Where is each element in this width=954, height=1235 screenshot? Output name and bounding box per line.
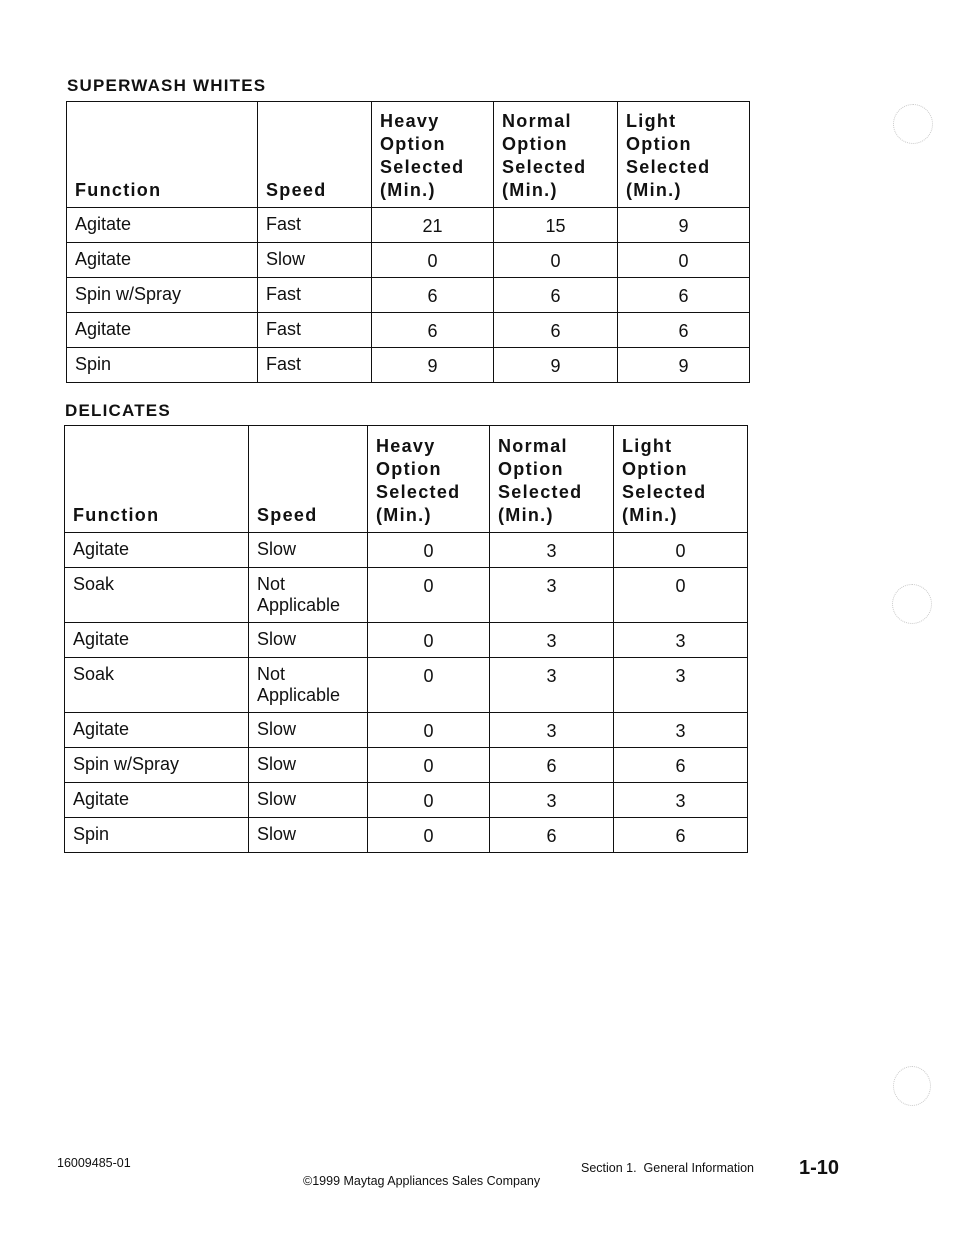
cell-light: 3 (614, 623, 748, 658)
cell-light: 3 (614, 783, 748, 818)
cell-heavy: 6 (372, 278, 494, 313)
page-number: 1-10 (799, 1157, 840, 1179)
header-line: Heavy (376, 436, 436, 456)
cell-function: Agitate (67, 208, 258, 243)
header-line: (Min.) (380, 180, 436, 200)
header-line: Selected (622, 482, 707, 502)
cell-speed: Slow (258, 243, 372, 278)
cell-function: Agitate (65, 713, 249, 748)
table-row (65, 568, 748, 623)
cell-light: 6 (614, 818, 748, 853)
cell-normal: 3 (490, 713, 614, 748)
cell-normal: 3 (490, 533, 614, 568)
header-line: (Min.) (502, 180, 558, 200)
cell-function: Spin w/Spray (67, 278, 258, 313)
table-row (65, 818, 748, 853)
table-row (67, 313, 750, 348)
header-speed: Speed (249, 426, 368, 533)
speed-line: Not (257, 574, 286, 594)
section-title-superwash-whites: SUPERWASH WHITES (67, 76, 267, 95)
cell-heavy: 0 (372, 243, 494, 278)
speed-line: Not (257, 664, 286, 684)
header-heavy-option (372, 102, 494, 208)
table-row (65, 658, 748, 713)
cell-function: Soak (65, 658, 249, 713)
header-speed: Speed (258, 102, 372, 208)
header-normal-option (490, 426, 614, 533)
cell-light: 3 (614, 713, 748, 748)
cell-normal: 9 (494, 348, 618, 383)
table-row (65, 533, 748, 568)
cell-light: 9 (618, 208, 750, 243)
cell-speed: Fast (258, 278, 372, 313)
cell-normal: 3 (490, 623, 614, 658)
header-function: Function (65, 426, 249, 533)
cell-heavy: 0 (368, 748, 490, 783)
cell-function: Spin w/Spray (65, 748, 249, 783)
cell-heavy: 0 (368, 623, 490, 658)
header-line: Option (502, 134, 568, 154)
cell-function: Agitate (67, 313, 258, 348)
cell-normal: 6 (494, 278, 618, 313)
cell-function: Spin (65, 818, 249, 853)
header-function: Function (67, 102, 258, 208)
table-row (65, 748, 748, 783)
part-number: 16009485-01 (57, 1156, 131, 1170)
cell-heavy: 0 (368, 568, 490, 623)
header-line: Selected (626, 157, 711, 177)
header-line: Selected (498, 482, 583, 502)
delicates-table (64, 425, 748, 853)
header-line: (Min.) (626, 180, 682, 200)
cell-speed: Slow (249, 818, 368, 853)
cell-function: Agitate (65, 533, 249, 568)
header-line: Selected (502, 157, 587, 177)
section-label: Section 1. General Information (581, 1161, 755, 1175)
table-row (67, 348, 750, 383)
header-line: Selected (380, 157, 465, 177)
table-row (67, 243, 750, 278)
header-line: Option (626, 134, 692, 154)
cell-function: Soak (65, 568, 249, 623)
header-heavy-option (368, 426, 490, 533)
header-light-option (614, 426, 748, 533)
cell-speed: Slow (249, 713, 368, 748)
table-row (67, 208, 750, 243)
cell-normal: 6 (490, 818, 614, 853)
cell-heavy: 0 (368, 713, 490, 748)
cell-normal: 6 (490, 748, 614, 783)
hole-punch-mark (893, 104, 933, 144)
table-header-row (65, 426, 748, 533)
header-light-option (618, 102, 750, 208)
cell-speed (249, 658, 368, 713)
cell-speed: Fast (258, 348, 372, 383)
table-row (65, 713, 748, 748)
cell-light: 3 (614, 658, 748, 713)
copyright-notice: ©1999 Maytag Appliances Sales Company (303, 1174, 541, 1188)
cell-speed (249, 568, 368, 623)
cell-heavy: 0 (368, 658, 490, 713)
cell-speed: Fast (258, 208, 372, 243)
table-header-row (67, 102, 750, 208)
cell-function: Spin (67, 348, 258, 383)
header-line: Normal (502, 111, 572, 131)
cell-speed: Slow (249, 623, 368, 658)
cell-heavy: 6 (372, 313, 494, 348)
cell-speed: Fast (258, 313, 372, 348)
header-line: Light (626, 111, 677, 131)
cell-light: 6 (618, 313, 750, 348)
header-line: (Min.) (376, 505, 432, 525)
cell-function: Agitate (65, 623, 249, 658)
header-line: (Min.) (498, 505, 554, 525)
table-row (65, 623, 748, 658)
cell-light: 6 (614, 748, 748, 783)
header-line: Light (622, 436, 673, 456)
cell-heavy: 9 (372, 348, 494, 383)
cell-function: Agitate (65, 783, 249, 818)
cell-speed: Slow (249, 748, 368, 783)
cell-light: 0 (614, 568, 748, 623)
cell-speed: Slow (249, 533, 368, 568)
cell-speed: Slow (249, 783, 368, 818)
header-line: Option (498, 459, 564, 479)
cell-normal: 3 (490, 783, 614, 818)
cell-heavy: 0 (368, 533, 490, 568)
header-line: Selected (376, 482, 461, 502)
cell-heavy: 0 (368, 818, 490, 853)
cell-normal: 0 (494, 243, 618, 278)
cell-light: 9 (618, 348, 750, 383)
header-line: Option (376, 459, 442, 479)
cell-function: Agitate (67, 243, 258, 278)
cell-heavy: 21 (372, 208, 494, 243)
hole-punch-mark (893, 1066, 931, 1106)
header-line: Heavy (380, 111, 440, 131)
cell-light: 6 (618, 278, 750, 313)
cell-normal: 3 (490, 568, 614, 623)
cell-light: 0 (614, 533, 748, 568)
cell-normal: 6 (494, 313, 618, 348)
header-line: (Min.) (622, 505, 678, 525)
table-row (65, 783, 748, 818)
header-line: Option (622, 459, 688, 479)
speed-line: Applicable (257, 595, 341, 615)
header-line: Option (380, 134, 446, 154)
speed-line: Applicable (257, 685, 341, 705)
cell-heavy: 0 (368, 783, 490, 818)
table-row (67, 278, 750, 313)
header-line: Normal (498, 436, 568, 456)
cell-normal: 15 (494, 208, 618, 243)
section-title-delicates: DELICATES (65, 401, 171, 420)
cell-light: 0 (618, 243, 750, 278)
cell-normal: 3 (490, 658, 614, 713)
hole-punch-mark (892, 584, 932, 624)
header-normal-option (494, 102, 618, 208)
superwash-whites-table (66, 101, 750, 383)
